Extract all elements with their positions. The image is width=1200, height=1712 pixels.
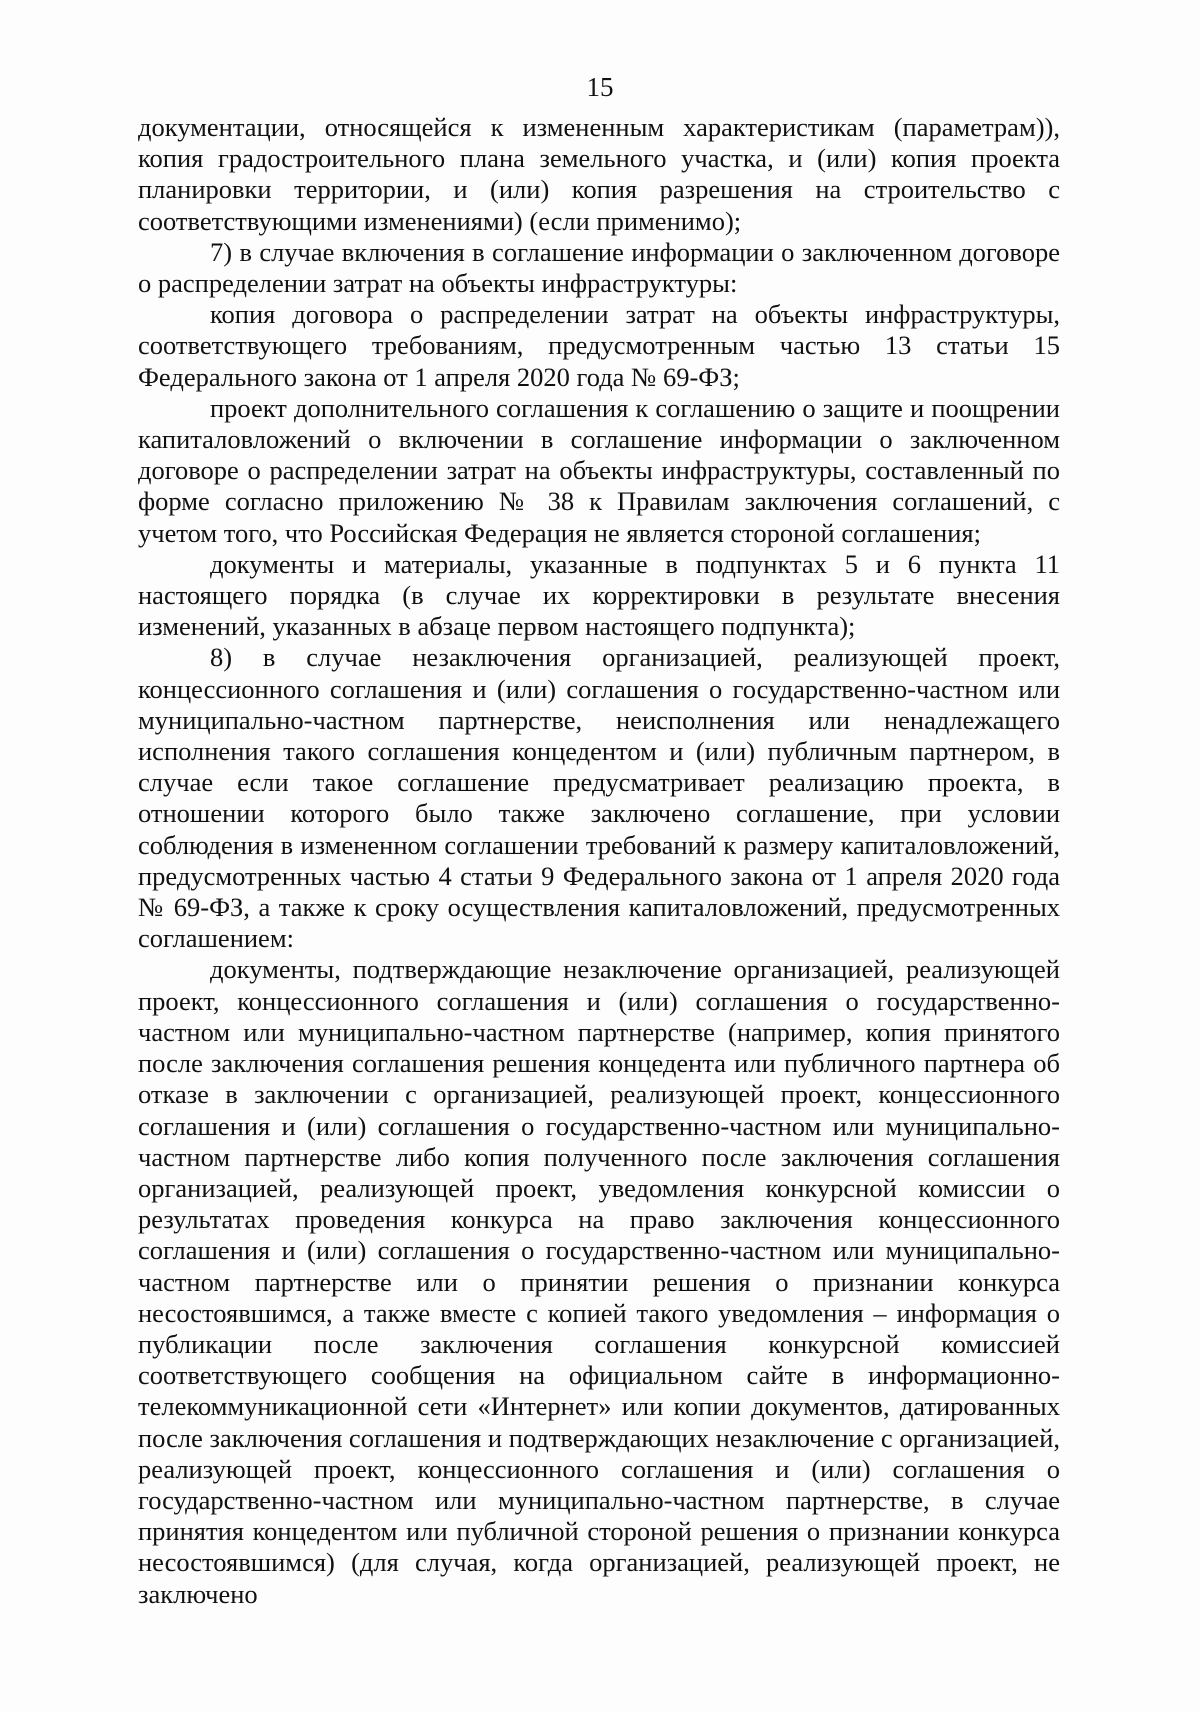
paragraph-documents-materials: документы и материалы, указанные в подпунктах 5 и 6 пункта 11 настоящего порядка (в случае их корректировки в результате внесения изменений, указанных в абзаце первом настоящего подпункта); [138,548,1060,642]
paragraph-item-8: 8) в случае незаключения организацией, реализующей проект, концессионного соглашения и (или) соглашения о государственно-частном или муниципально-частном партнерстве, неисполнения или ненадлежащего исполнения такого соглашения концедентом и (или) публичным партнером, в случае если такое соглашение предусматривает реализацию проекта, в отношении которого было также заключено соглашение, при условии соблюдения в измененном соглашении требований к размеру капиталовложений, предусмотренных частью 4 статьи 9 Федерального закона от 1 апреля 2020 года № 69-ФЗ, а также к сроку осуществления капиталовложений, предусмотренных соглашением: [138,642,1060,954]
document-body [138,112,1060,1610]
paragraph-draft-agreement: проект дополнительного соглашения к соглашению о защите и поощрении капиталовложений о включении в соглашение информации о заключенном договоре о распределении затрат на объекты инфраструктуры, составленный по форме согласно приложению № 38 к Правилам заключения соглашений, с учетом того, что Российская Федерация не является стороной соглашения; [138,392,1060,548]
paragraph-item-7: 7) в случае включения в соглашение информации о заключенном договоре о распределении затрат на объекты инфраструктуры: [138,236,1060,299]
paragraph-contract-copy: копия договора о распределении затрат на объекты инфраструктуры, соответствующего требованиям, предусмотренным частью 13 статьи 15 Федерального закона от 1 апреля 2020 года № 69-ФЗ; [138,299,1060,392]
paragraph-confirming-documents: документы, подтверждающие незаключение организацией, реализующей проект, концессионного соглашения и (или) соглашения о государственно-частном или муниципально-частном партнерстве (например, копия принятого после заключения соглашения решения концедента или публичного партнера об отказе в заключении с организацией, реализующей проект, концессионного соглашения и (или) соглашения о государственно-частном или муниципально-частном партнерстве либо копия полученного после заключения соглашения организацией, реализующей проект, уведомления конкурсной комиссии о результатах проведения конкурса на право заключения концессионного соглашения и (или) соглашения о государственно-частном или муниципально-частном партнерстве или о принятии решения о признании конкурса несостоявшимся, а также вместе с копией такого уведомления – информация о публикации после заключения соглашения конкурсной комиссией соответствующего сообщения на официальном сайте в информационно-телекоммуникационной сети «Интернет» или копии документов, датированных после заключения соглашения и подтверждающих незаключение с организацией, реализующей проект, концессионного соглашения и (или) соглашения о государственно-частном или муниципально-частном партнерстве, в случае принятия концедентом или публичной стороной решения о признании конкурса несостоявшимся) (для случая, когда организацией, реализующей проект, не заключено [138,954,1060,1609]
page-number: 15 [586,72,614,102]
paragraph-continuation: документации, относящейся к измененным характеристикам (параметрам)), копия градостроительного плана земельного участка, и (или) копия проекта планировки территории, и (или) копия разрешения на строительство с соответствующими изменениями) (если применимо); [138,112,1060,236]
